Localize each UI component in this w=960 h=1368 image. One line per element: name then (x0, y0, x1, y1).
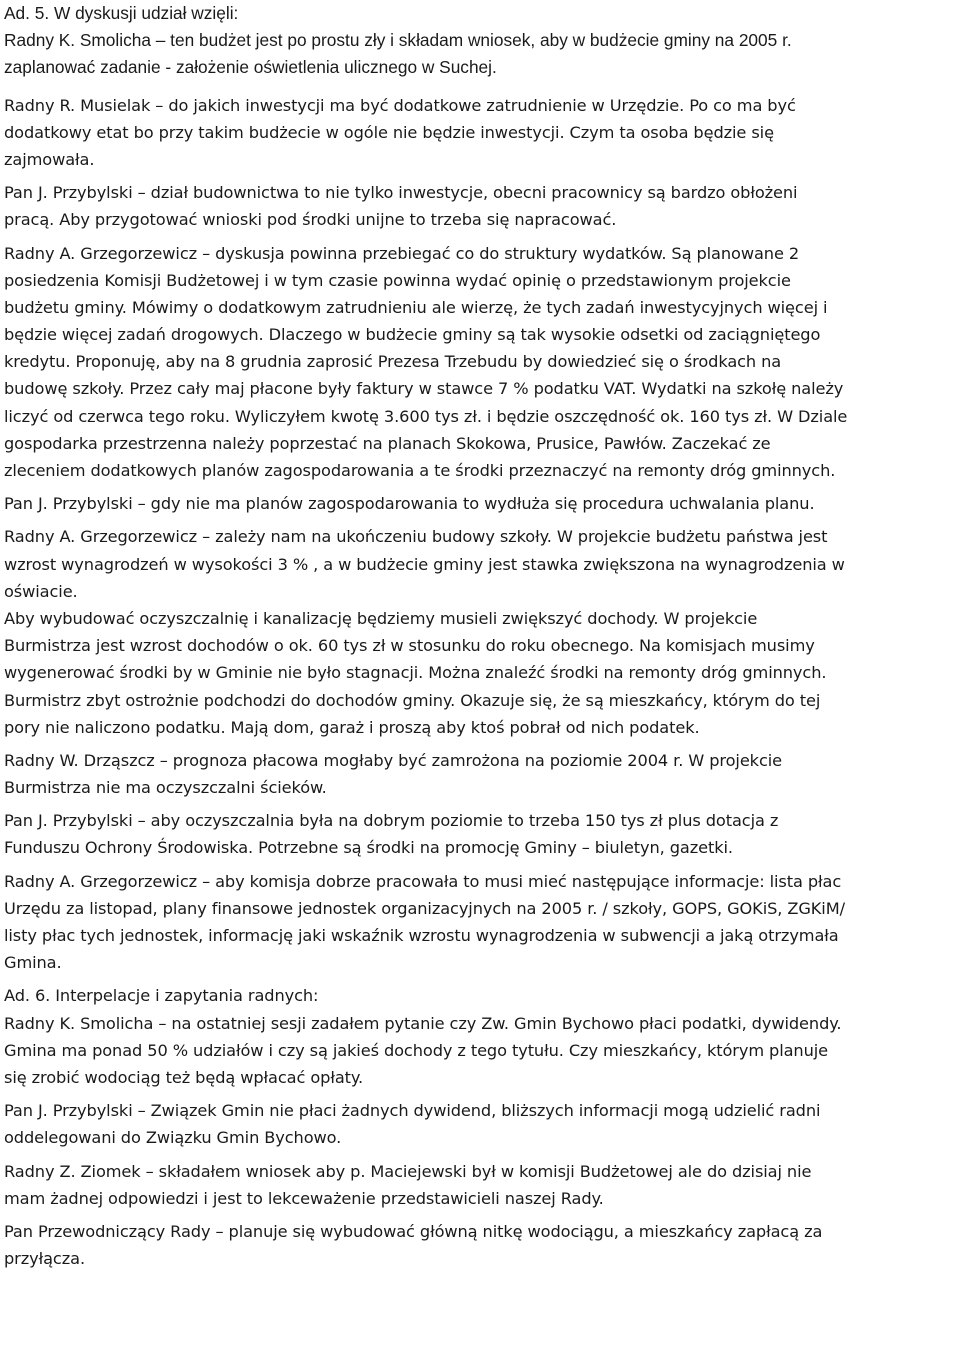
paragraph (4, 179, 956, 233)
text-line: liczyć od czerwca tego roku. Wyliczyłem kwotę 3.600 tys zł. i będzie oszczędność ok. 160 tys zł. W Dziale (4, 406, 848, 426)
text-line: Pan J. Przybylski – Związek Gmin nie płaci żadnych dywidend, bliższych informacji mogą udzielić radni (4, 1101, 821, 1121)
paragraph (4, 490, 956, 517)
text-line: posiedzenia Komisji Budżetowej i w tym czasie powinna wydać opinię o przedstawionym projekcie (4, 270, 791, 290)
paragraph (4, 92, 956, 174)
paragraph (4, 1097, 956, 1151)
paragraph (4, 240, 956, 485)
text-line: wzrost wynagrodzeń w wysokości 3 % , a w budżecie gminy jest stawka zwiększona na wynagrodzenia w (4, 554, 845, 574)
text-line: mam żadnej odpowiedzi i jest to lekceważenie przedstawicieli naszej Rady. (4, 1188, 604, 1208)
text-line: zaplanować zadanie - założenie oświetlenia ulicznego w Suchej. (4, 57, 497, 78)
text-line: Radny Z. Ziomek – składałem wniosek aby p. Maciejewski był w komisji Budżetowej ale do dzisiaj nie (4, 1161, 812, 1181)
text-line: Radny A. Grzegorzewicz – zależy nam na ukończeniu budowy szkoły. W projekcie budżetu państwa jest (4, 527, 828, 547)
text-line: listy płac tych jednostek, informację jaki wskaźnik wzrostu wynagrodzenia w subwencji a jaką otrzymała (4, 926, 839, 945)
paragraph (4, 982, 956, 1091)
text-line: Radny R. Musielak – do jakich inwestycji ma być dodatkowe zatrudnienie w Urzędzie. Po co ma być (4, 95, 796, 115)
paragraph (4, 1158, 956, 1212)
text-line: Pan J. Przybylski – aby oczyszczalnia była na dobrym poziomie to trzeba 150 tys zł plus dotacja z (4, 811, 779, 831)
text-line: Burmistrza jest wzrost dochodów o ok. 60 tys zł w stosunku do roku obecnego. Na komisjach musimy (4, 636, 815, 656)
text-line: będzie więcej zadań drogowych. Dlaczego w budżecie gminy są tak wysokie odsetki od zaciągniętego (4, 325, 821, 345)
text-line: przyłącza. (4, 1249, 85, 1269)
text-line: Radny K. Smolicha – na ostatniej sesji zadałem pytanie czy Zw. Gmin Bychowo płaci podatki, dywidendy. (4, 1013, 842, 1033)
paragraph (4, 523, 956, 741)
text-line: oświacie. (4, 581, 78, 601)
text-line: pracą. Aby przygotować wnioski pod środki unijne to trzeba się napracować. (4, 210, 617, 230)
text-line: Gmina ma ponad 50 % udziałów i czy są jakieś dochody z tego tytułu. Czy mieszkańcy, którym planuje (4, 1040, 829, 1060)
text-line: się zrobić wodociąg też będą wpłacać opłaty. (4, 1067, 364, 1087)
text-line: dodatkowy etat bo przy takim budżecie w ogóle nie będzie inwestycji. Czym ta osoba będzie się (4, 122, 774, 142)
text-line: Burmistrza nie ma oczyszczalni ścieków. (4, 778, 327, 798)
paragraph (4, 807, 956, 861)
text-line: Radny W. Drząszcz – prognoza płacowa mogłaby być zamrożona na poziomie 2004 r. W projekcie (4, 750, 783, 770)
text-line: gospodarka przestrzenna należy poprzestać na planach Skokowa, Prusice, Pawłów. Zaczekać ze (4, 433, 771, 453)
text-line: Gmina. (4, 953, 62, 973)
text-line: zajmowała. (4, 149, 95, 169)
text-line: zleceniem dodatkowych planów zagospodarowania a te środki przeznaczyć na remonty dróg gminnych. (4, 461, 836, 480)
text-line: Ad. 6. Interpelacje i zapytania radnych: (4, 986, 319, 1006)
text-line: Funduszu Ochrony Środowiska. Potrzebne są środki na promocję Gminy – biuletyn, gazetki. (4, 838, 733, 858)
text-line: budowę szkoły. Przez cały maj płacone były faktury w stawce 7 % podatku VAT. Wydatki na szkołę należy (4, 379, 844, 399)
text-line: Pan J. Przybylski – dział budownictwa to nie tylko inwestycje, obecni pracownicy są bardzo obłożeni (4, 183, 798, 203)
text-line: pory nie naliczono podatku. Mają dom, garaż i proszą aby ktoś pobrał od nich podatek. (4, 717, 700, 737)
paragraph (4, 0, 956, 82)
text-line: Radny A. Grzegorzewicz – aby komisja dobrze pracowała to musi mieć następujące informacje: lista płac (4, 871, 842, 891)
paragraph (4, 868, 956, 977)
text-line: Pan Przewodniczący Rady – planuje się wybudować główną nitkę wodociągu, a mieszkańcy zapłacą za (4, 1221, 823, 1241)
document-page (4, 0, 956, 1272)
text-line: Radny A. Grzegorzewicz – dyskusja powinna przebiegać co do struktury wydatków. Są planowane 2 (4, 243, 800, 263)
text-line: Burmistrz zbyt ostrożnie podchodzi do dochodów gminy. Okazuje się, że są mieszkańcy, którym do tej (4, 690, 821, 710)
text-line: Radny K. Smolicha – ten budżet jest po prostu zły i składam wniosek, aby w budżecie gminy na 2005 r. (4, 30, 792, 51)
text-line: Ad. 5. W dyskusji udział wzięli: (4, 3, 239, 23)
text-line: Urzędu za listopad, plany finansowe jednostek organizacyjnych na 2005 r. / szkoły, GOPS, GOKiS, ZGKiM/ (4, 898, 845, 918)
paragraph (4, 1218, 956, 1272)
text-line: oddelegowani do Związku Gmin Bychowo. (4, 1128, 342, 1148)
text-line: Aby wybudować oczyszczalnię i kanalizację będziemy musieli zwiększyć dochody. W projekcie (4, 608, 758, 628)
paragraph (4, 747, 956, 801)
text-line: budżetu gminy. Mówimy o dodatkowym zatrudnieniu ale wierzę, że tych zadań inwestycyjnych więcej i (4, 297, 828, 317)
text-line: kredytu. Proponuję, aby na 8 grudnia zaprosić Prezesa Trzebudu by dowiedzieć się o środkach na (4, 352, 782, 372)
text-line: wygenerować środki by w Gminie nie było stagnacji. Można znaleźć środki na remonty dróg gminnych. (4, 663, 827, 683)
text-line: Pan J. Przybylski – gdy nie ma planów zagospodarowania to wydłuża się procedura uchwalania planu. (4, 494, 815, 514)
